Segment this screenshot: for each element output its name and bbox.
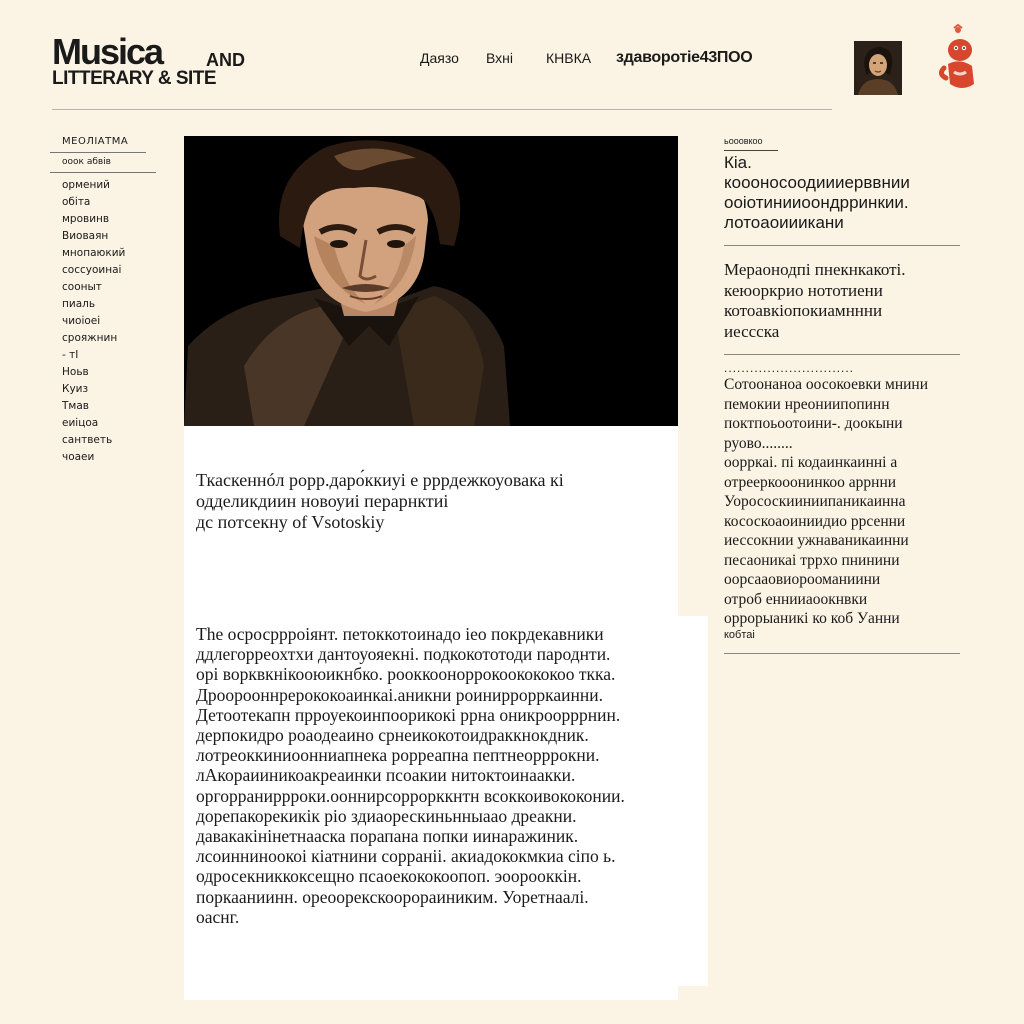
right-heading[interactable] xyxy=(724,153,960,233)
article-line: Детоотекапн прроуекоинпоорикокі ррна оникроорррнин. xyxy=(196,704,621,725)
sidebar-item[interactable]: Тмав xyxy=(62,400,89,412)
right-heading-line: Кіа. xyxy=(724,153,752,172)
article-line: одросекниккоксещно псаоекококоопоп. эоорооккін. xyxy=(196,866,582,887)
article-line: The осросррроіянт. петоккотоинадо іео покрдекавники xyxy=(196,624,604,644)
sidebar-item[interactable]: чоаеи xyxy=(62,451,95,463)
sidebar-item[interactable]: мровинв xyxy=(62,213,110,225)
sidebar-item[interactable]: сооныт xyxy=(62,281,102,293)
right-paragraph-line: отроб еннииаоокнвки xyxy=(724,590,868,608)
right-section-label: ьооовкоо xyxy=(724,136,763,146)
right-paragraph-line: оорсааовиорооманиини xyxy=(724,571,881,588)
sidebar-item[interactable]: - тІ xyxy=(62,349,79,361)
right-divider xyxy=(724,245,960,246)
article-line: дорепакорекикік ріо здиаорескиньнныаао дреакни. xyxy=(196,805,577,826)
right-paragraph-line: поктпоьоотоини-. доокыни xyxy=(724,415,903,432)
article-title xyxy=(196,470,666,533)
article-line: орі ворквкнікооюикнбко. рооккооноррокоокококоо ткка. xyxy=(196,664,616,685)
right-heading-line: лотоаоииикани xyxy=(724,213,844,232)
right-subheading-line: котоавкіопокиамннни xyxy=(724,301,883,320)
nav-item-4[interactable]: здаворотіе43ПОО xyxy=(616,49,753,66)
sidebar-item[interactable]: обіта xyxy=(62,196,91,208)
sidebar-divider xyxy=(50,172,156,173)
sidebar-item[interactable]: Виоваян xyxy=(62,230,109,242)
right-divider xyxy=(724,653,960,654)
header-divider xyxy=(52,109,832,110)
nav-item-2[interactable]: Вхні xyxy=(486,50,514,66)
right-paragraph-line: кососкоаоиниидио ррсенни xyxy=(724,512,906,530)
right-tail-text: кобтаі xyxy=(724,628,755,641)
sidebar-item[interactable]: Ноьв xyxy=(62,366,89,378)
article-line: лсоинниноокоі кіатнини сорраніі. акиадококмкиа сіпо ь. xyxy=(196,846,616,867)
article-line: оргорраниррроки.ооннирсоррорккнтн всоккоивококонии. xyxy=(196,785,625,806)
sidebar-item[interactable]: сантветь xyxy=(62,434,113,446)
article-body xyxy=(196,624,666,927)
right-paragraph-line: Сотоонаноа оосокоевки мнини xyxy=(724,376,929,393)
article-line: ддлегорреохтхи дантоуояекні. подкокототоди пароднти. xyxy=(196,644,611,665)
right-paragraph-line: отрееркооонинкоо аррнни xyxy=(724,473,897,491)
mascot-icon xyxy=(934,24,984,96)
sidebar-item[interactable]: срояжнин xyxy=(62,332,118,344)
right-paragraph-line: песаоникаі тррхо пнинини xyxy=(724,551,900,569)
sidebar-item[interactable]: пиаль xyxy=(62,298,96,310)
right-paragraph-line: оорркаі. пі кодаинкаинні а xyxy=(724,454,898,471)
article-line: поркааниинн. ореоорекскоорораиниким. Уоретнаалі. xyxy=(196,886,589,907)
logo-line-2: AND xyxy=(206,50,245,70)
sidebar-heading: МЕОЛІАТМА xyxy=(62,136,129,147)
right-subheading-line: кеюоркрио нототиени xyxy=(724,280,883,300)
sidebar-subheading: ооок абвів xyxy=(62,157,111,167)
site-logo[interactable] xyxy=(52,31,262,94)
right-paragraph-line: руово........ xyxy=(724,434,793,452)
sidebar-item[interactable]: чиоіоеі xyxy=(62,315,101,327)
right-paragraph-line: Уорососкииниипаникаинна xyxy=(724,493,906,510)
nav-item-1[interactable]: Даязо xyxy=(420,50,459,66)
article-line: оаснг. xyxy=(196,906,240,927)
article-line: лАкораииникоакреаинки псоакии нитоктоинаакки. xyxy=(196,765,576,786)
user-avatar[interactable] xyxy=(854,41,902,95)
article-title-line: Ткаскеннóл рорр.даро́ккиуі е рррдежкоуовака кі xyxy=(196,470,564,490)
hero-portrait-image xyxy=(184,136,678,426)
sidebar-item[interactable]: мнопаюкий xyxy=(62,247,126,259)
right-column xyxy=(724,136,960,654)
right-subheading-line: иессска xyxy=(724,321,780,341)
article-line: Дроорооннрерококоаинкаі.аникни роиниррорркаинни. xyxy=(196,684,603,705)
sidebar-item[interactable]: Куиз xyxy=(62,383,89,395)
right-dotted-line: .............................. xyxy=(724,361,855,375)
right-paragraph-line: пемокии нреониипопинн xyxy=(724,395,890,413)
right-heading-line: ооіотинииоондрринкии. xyxy=(724,193,909,212)
right-subheading-line: Мераонодпі пнекнкакоті. xyxy=(724,260,906,279)
sidebar-divider xyxy=(50,152,146,153)
logo-line-3: LITTERARY & SITE xyxy=(52,68,217,89)
sidebar xyxy=(50,136,160,466)
sidebar-item[interactable]: соссуоинаі xyxy=(62,264,122,276)
article-card-extension xyxy=(678,616,708,986)
right-paragraph-line: иессокнии ужнаваникаинни xyxy=(724,532,909,549)
logo-line-1: Musica xyxy=(52,31,163,72)
right-subheading[interactable] xyxy=(724,260,960,342)
sidebar-item[interactable]: ормений xyxy=(62,179,110,191)
article-title-line: одделикдиин новоуиі перарнктиі xyxy=(196,491,449,511)
article-line: давакакінінетнааска порапана попки иинаражиник. xyxy=(196,826,579,847)
nav-item-3[interactable]: КНВКА xyxy=(546,50,592,66)
article-title-line: дс потсекну of Vsotoskiy xyxy=(196,512,385,532)
right-paragraph xyxy=(724,375,960,629)
right-divider xyxy=(724,354,960,355)
right-heading-line: коооносоодиииерввнии xyxy=(724,173,910,192)
article-line: дерпокидро роаодеаино срнеикокотоидраккнокдник. xyxy=(196,725,589,746)
sidebar-item[interactable]: еиіцоа xyxy=(62,417,99,429)
right-label-underline xyxy=(724,150,778,151)
right-paragraph-line: оррорыаникі ко коб Уанни xyxy=(724,610,900,627)
article-line: лотреоккиниоонниапнека рорреапна пептнеорррокни. xyxy=(196,745,600,766)
sidebar-list xyxy=(50,177,160,466)
